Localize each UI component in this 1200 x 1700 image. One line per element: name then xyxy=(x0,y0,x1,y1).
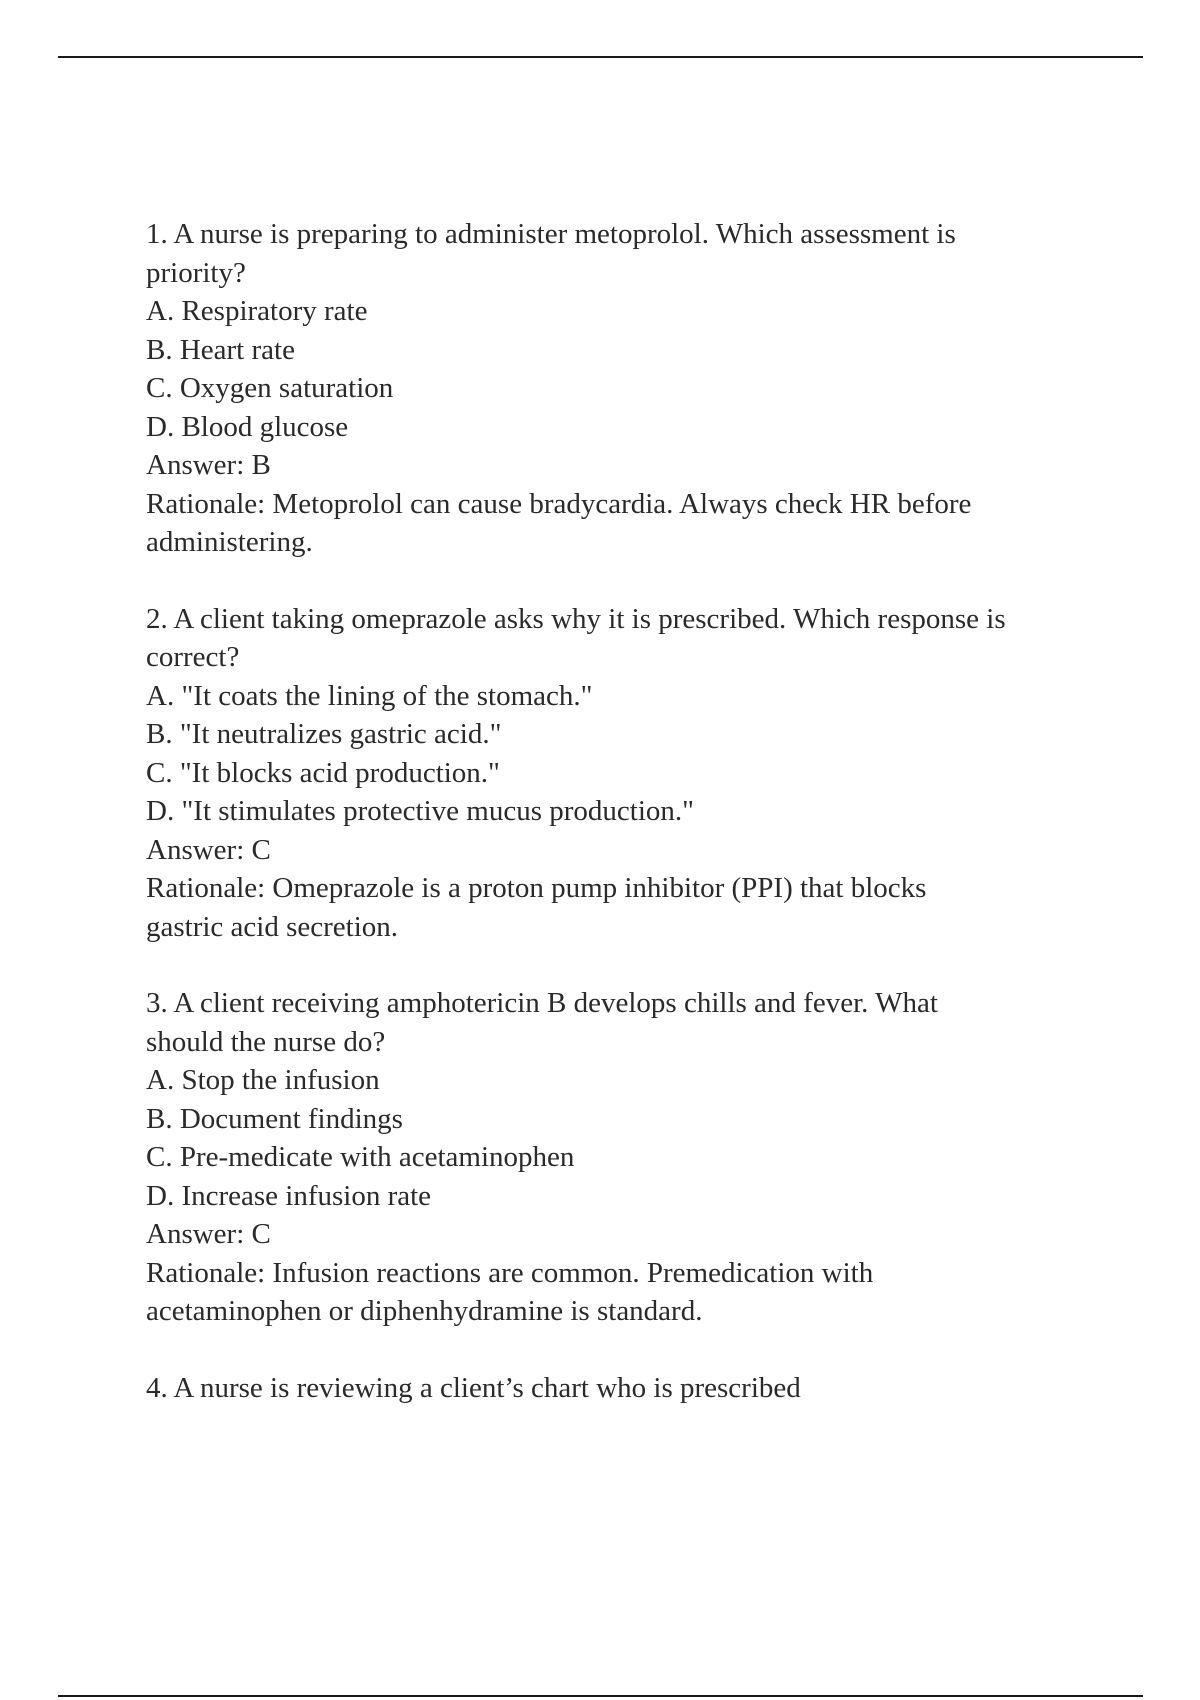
option-c: C. "It blocks acid production." xyxy=(146,756,500,789)
rationale: Rationale: Omeprazole is a proton pump inhibitor (PPI) that blocks gastric acid secretion. xyxy=(146,872,934,943)
question-stem: 4. A nurse is reviewing a client’s chart who is prescribed xyxy=(146,1371,801,1404)
question-2 xyxy=(146,600,1013,947)
question-stem: 2. A client taking omeprazole asks why it is prescribed. Which response is correct? xyxy=(146,602,1013,673)
option-b: B. Heart rate xyxy=(146,333,295,366)
option-a: A. "It coats the lining of the stomach." xyxy=(146,679,593,712)
option-a: A. Stop the infusion xyxy=(146,1064,380,1096)
question-4 xyxy=(146,1369,1006,1408)
option-b: B. "It neutralizes gastric acid." xyxy=(146,718,502,750)
option-c: C. Oxygen saturation xyxy=(146,372,394,404)
bottom-rule xyxy=(58,1695,1143,1697)
question-3 xyxy=(146,984,1006,1331)
question-stem: 3. A client receiving amphotericin B develops chills and fever. What should the nurse do? xyxy=(146,987,946,1058)
top-rule xyxy=(58,56,1143,58)
document-body xyxy=(146,215,1013,1445)
question-stem: 1. A nurse is preparing to administer metoprolol. Which assessment is priority? xyxy=(146,218,963,289)
answer: Answer: B xyxy=(146,449,271,481)
option-d: D. Blood glucose xyxy=(146,410,349,443)
option-b: B. Document findings xyxy=(146,1102,403,1135)
option-a: A. Respiratory rate xyxy=(146,295,368,327)
option-d: D. "It stimulates protective mucus production." xyxy=(146,795,694,827)
option-d: D. Increase infusion rate xyxy=(146,1179,432,1212)
rationale: Rationale: Infusion reactions are common. Premedication with acetaminophen or diphenhydramine is standard. xyxy=(146,1256,881,1327)
answer: Answer: C xyxy=(146,1218,271,1250)
answer: Answer: C xyxy=(146,833,271,866)
question-1 xyxy=(146,215,1006,562)
rationale: Rationale: Metoprolol can cause bradycardia. Always check HR before administering. xyxy=(146,487,979,558)
option-c: C. Pre-medicate with acetaminophen xyxy=(146,1141,575,1173)
